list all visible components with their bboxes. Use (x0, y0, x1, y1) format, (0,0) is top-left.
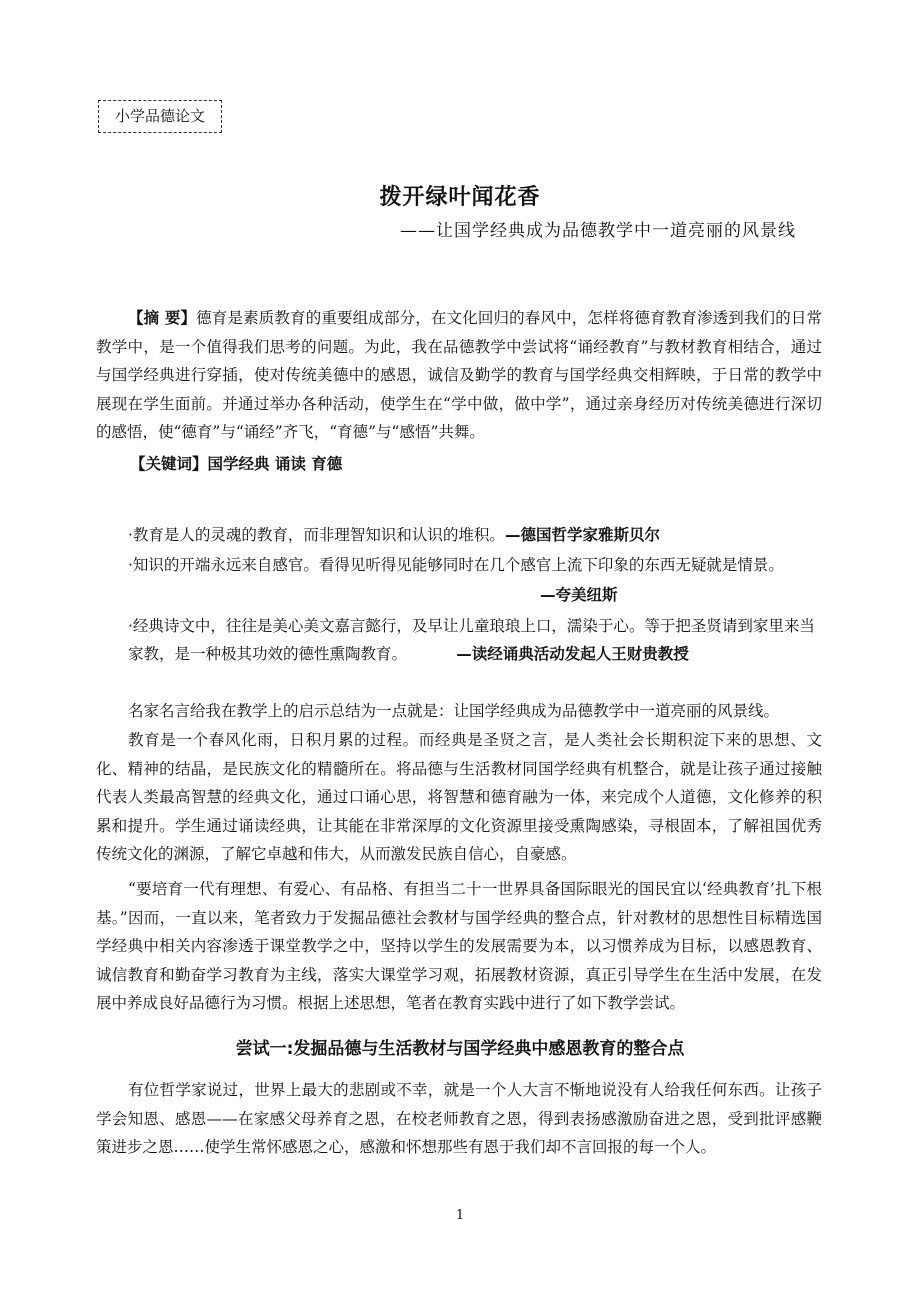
quote-text: ·教育是人的灵魂的教育，而非理智知识和认识的堆积。 (128, 526, 505, 544)
quote-author: —德国哲学家雅斯贝尔 (504, 526, 660, 544)
abstract-label: 【摘 要】 (128, 308, 197, 327)
quote-2 (128, 551, 828, 579)
page-title: 拨开绿叶闻花香 (379, 185, 541, 210)
body-paragraph-1: 名家名言给我在教学上的启示总结为一点就是：让国学经典成为品德教学中一道亮丽的风景线。 (128, 702, 780, 720)
section-paragraph: 有位哲学家说过，世界上最大的悲剧或不幸，就是一个人大言不惭地说没有人给我任何东西。让孩子学会知恩、感恩——在家感父母养育之恩，在校老师教育之恩，得到表扬感激励奋进之恩，受到批评感鞭策进步之恩……使学生常怀感恩之心，感激和怀想那些有恩于我们却不言回报的每一个人。 (96, 1081, 822, 1156)
quote-text: ·经典诗文中，往往是美心美文嘉言懿行，及早让儿童琅琅上口，濡染于心。等于把圣贤请到家里来当家教，是一种极其功效的德性熏陶教育。 (128, 617, 815, 663)
body-paragraph-2: 教育是一个春风化雨，日积月累的过程。而经典是圣贤之言，是人类社会长期积淀下来的思想、文化、精神的结晶，是民族文化的精髓所在。将品德与生活教材同国学经典有机整合，就是让孩子通过接触代表人类最高智慧的经典文化，通过口诵心思，将智慧和德育融为一体，来完成个人道德，文化修养的积累和提升。学生通过诵读经典，让其能在非常深厚的文化资源里接受熏陶感染，寻根固本，了解祖国优秀传统文化的渊源，了解它卓越和伟大，从而激发民族自信心，自豪感。 (96, 731, 822, 863)
quote-text: ·知识的开端永远来自感官。看得见听得见能够同时在几个感官上流下印象的东西无疑就是情景。 (128, 556, 784, 574)
page-subtitle: ——让国学经典成为品德教学中一道亮丽的风景线 (400, 221, 796, 241)
quote-3 (128, 612, 824, 668)
page-number: 1 (455, 1208, 465, 1223)
abstract (96, 304, 822, 447)
abstract-text: 德育是素质教育的重要组成部分，在文化回归的春风中，怎样将德育教育渗透到我们的日常教学中，是一个值得我们思考的问题。为此，我在品德教学中尝试将“诵经教育”与教材教育相结合，通过与国学经典进行穿插，使对传统美德中的感恩，诚信及勤学的教育与国学经典交相辉映，于日常的教学中展现在学生面前。并通过举办各种活动，使学生在“学中做，做中学”，通过亲身经历对传统美德进行深切的感悟，使“德育”与“诵经”齐飞，“育德”与“感悟”共舞。 (96, 309, 822, 441)
quote-author: —夸美纽斯 (540, 586, 618, 604)
quote-1 (128, 521, 828, 549)
keywords: 【关键词】国学经典 诵读 育德 (130, 455, 343, 473)
section-title: 尝试一:发掘品德与生活教材与国学经典中感恩教育的整合点 (235, 1039, 685, 1059)
category-tag: 小学品德论文 (98, 100, 222, 133)
quote-author: —读经诵典活动发起人王财贵教授 (456, 645, 689, 663)
body-paragraph-3: “要培育一代有理想、有爱心、有品格、有担当二十一世界具备国际眼光的国民宜以‘经典教育’扎下根基。”因而，一直以来，笔者致力于发掘品德社会教材与国学经典的整合点，针对教材的思想性目标精选国学经典中相关内容渗透于课堂教学之中，坚持以学生的发展需要为本，以习惯养成为目标，以感恩教育、诚信教育和勤奋学习教育为主线，落实大课堂学习观，拓展教材资源，真正引导学生在生活中发展，在发展中养成良好品德行为习惯。根据上述思想，笔者在教育实践中进行了如下教学尝试。 (96, 880, 822, 1012)
